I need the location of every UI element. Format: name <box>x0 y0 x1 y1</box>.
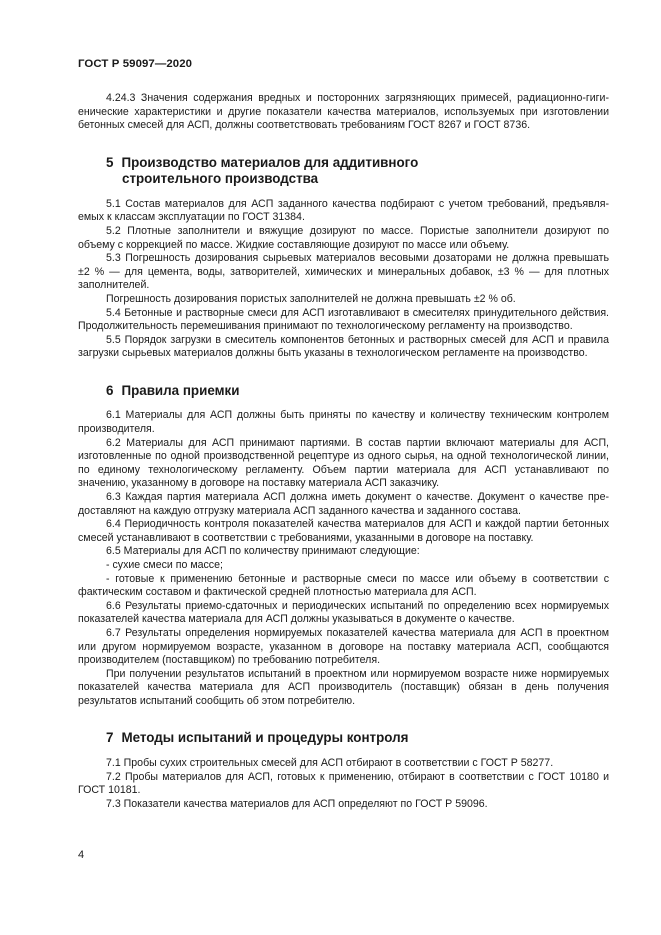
list-item-dry-mixes: - сухие смеси по массе; <box>106 558 223 571</box>
paragraph-5-3-porous: Погрешность дозирования пористых заполнителей не должна превышать ±2 % об. <box>106 292 516 305</box>
paragraph-7-3: 7.3 Показатели качества материалов для АСП определяют по ГОСТ Р 59096. <box>106 797 488 810</box>
paragraph-5-3: 5.3 Погрешность дозирования сырьевых материалов весовыми дозаторами не должна превышать ±2 % — для цемента, воды, затворителей, химических и минеральных добавок, ±3 % — для плотных заполнителей. <box>78 252 609 292</box>
paragraph-6-5: 6.5 Материалы для АСП по количеству принимают следующие: <box>106 545 420 558</box>
section-title: Методы испытаний и процедуры контроля <box>121 730 409 746</box>
section-number: 7 <box>106 730 114 746</box>
paragraph-6-1: 6.1 Материалы для АСП должны быть приняты по качеству и количеству техническим контролем производителя. <box>78 409 609 435</box>
paragraph-5-2: 5.2 Плотные заполнители и вяжущие дозируют по массе. Пористые заполнители дозируют по объему с коррекцией по массе. Жидкие составляющие дозируют по массе или объему. <box>78 224 609 251</box>
paragraph-7-1: 7.1 Пробы сухих строительных смесей для АСП отбирают в соответствии с ГОСТ Р 58277. <box>106 756 554 769</box>
section-6-heading <box>106 383 609 400</box>
paragraph-6-7-notice: При получении результатов испытаний в проектном или нормируемом возрасте ниже нормируемых показателей качества материала для АСП производитель (поставщик) обязан в день получения результатов испытаний сообщить об этом потребителю. <box>78 667 609 707</box>
paragraph-5-5: 5.5 Порядок загрузки в смеситель компонентов бетонных и растворных смесей для АСП и правила загрузки сырьевых материалов должны быть указаны в технологическом регламенте на производство. <box>78 333 609 360</box>
document-body <box>78 92 609 811</box>
paragraph-6-2: 6.2 Материалы для АСП принимают партиями. В состав партии включают материалы для АСП, изготовленные по одной производственной рецептуре из одного сырья, на одной технологической линии, по единому технологическому регламенту. Объем партии материала для АСП устанавливают по значению, указанному в договоре на поставку материала АСП заказчику. <box>78 436 609 490</box>
document-code-header: ГОСТ Р 59097—2020 <box>78 58 193 70</box>
paragraph-4-24-3: 4.24.3 Значения содержания вредных и посторонних загрязняющих примесей, радиационно-гигиенические характеристики и другие показатели качества материалов, используемых при изготовлении бетонных смесей для АСП, должны соответствовать требованиям ГОСТ 8267 и ГОСТ 8736. <box>78 92 609 132</box>
section-title-continued: строительного производства <box>122 171 319 187</box>
section-number: 5 <box>106 154 114 170</box>
paragraph-5-4: 5.4 Бетонные и растворные смеси для АСП изготавливают в смесителях принудительного действия. Продолжительность перемешивания принимают по технологическому регламенту на производство. <box>78 306 609 333</box>
section-7-heading <box>106 730 609 747</box>
section-number: 6 <box>106 382 114 398</box>
paragraph-5-1: 5.1 Состав материалов для АСП заданного качества подбирают с учетом требований, предъявляемых к классам эксплуатации по ГОСТ 31384. <box>78 197 609 224</box>
paragraph-6-6: 6.6 Результаты приемо-сдаточных и периодических испытаний по определению всех нормируемых показателей качества материала для АСП должны указываться в документе о качестве. <box>78 599 609 626</box>
section-5-heading <box>106 155 609 188</box>
section-title: Производство материалов для аддитивного <box>121 154 419 170</box>
page-number: 4 <box>78 849 85 861</box>
paragraph-7-2: 7.2 Пробы материалов для АСП, готовых к применению, отбирают в соответствии с ГОСТ 10180 и ГОСТ 10181. <box>78 770 609 797</box>
list-item-ready-mixes: - готовые к применению бетонные и растворные смеси по массе или объему в соответствии с фактическим составом и фактической средней плотностью материала для АСП. <box>78 572 609 599</box>
paragraph-6-7: 6.7 Результаты определения нормируемых показателей качества материала для АСП в проектном или другом нормируемом возрасте, указанном в договоре на поставку материала АСП, сообщаются производителем (поставщиком) по требованию потребителя. <box>78 626 609 667</box>
paragraph-6-4: 6.4 Периодичность контроля показателей качества материалов для АСП и каждой партии бетонных смесей устанавливают в соответствии с требованиями, указанными в договоре на поставку. <box>78 518 609 544</box>
section-title: Правила приемки <box>121 382 240 398</box>
paragraph-6-3: 6.3 Каждая партия материала АСП должна иметь документ о качестве. Документ о качестве предоставляют на каждую отгрузку материала АСП заданного качества и заданного состава. <box>78 490 609 517</box>
